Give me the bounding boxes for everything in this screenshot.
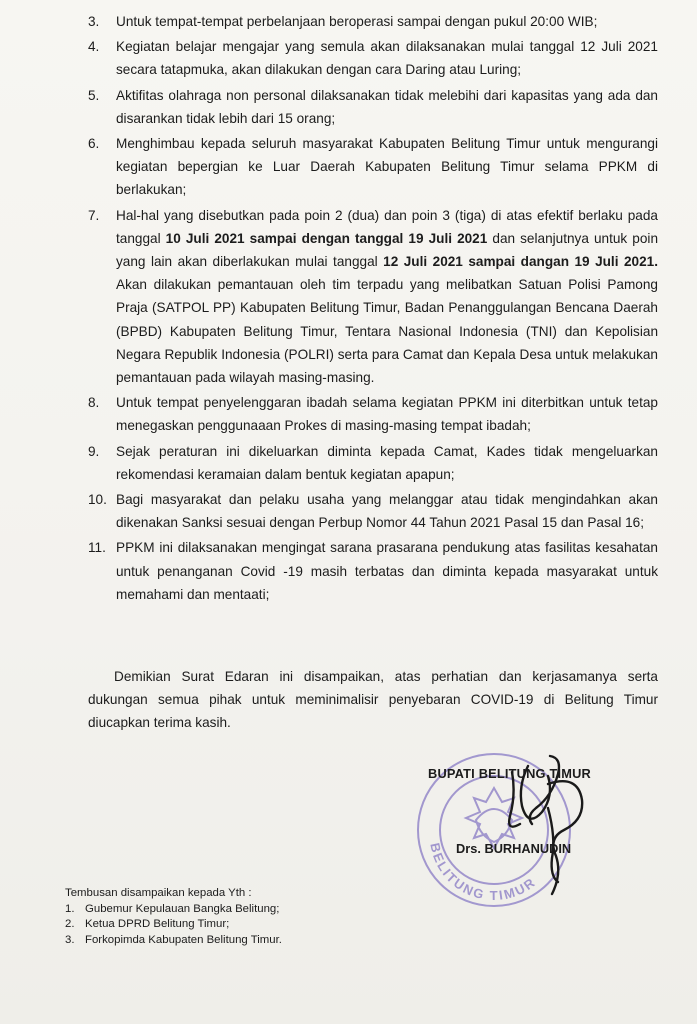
item-text: Aktifitas olahraga non personal dilaksanakan tidak melebihi dari kapasitas yang ada dan disarankan tidak lebih dari 15 orang; [116, 87, 658, 126]
item-text: Akan dilakukan pemantauan oleh tim terpadu yang melibatkan Satuan Polisi Pamong Praja (SATPOL PP) Kabupaten Belitung Timur, Badan Penanggulangan Bencana Daerah (BPBD) Kabupaten Belitung Timur, Tentara Nasional Indonesia (TNI) dan Kepolisian Negara Republik Indonesia (POLRI) serta para Camat dan Kepala Desa untuk melakukan pemantauan pada wilayah masing-masing. [116, 277, 658, 386]
list-item [88, 204, 658, 390]
item-text: Bagi masyarakat dan pelaku usaha yang melanggar atau tidak mengindahkan akan dikenakan Sanksi sesuai dengan Perbup Nomor 44 Tahun 2021 Pasal 15 dan Pasal 16; [116, 492, 658, 531]
closing-paragraph: Demikian Surat Edaran ini disampaikan, atas perhatian dan kerjasamanya serta dukungan semua pihak untuk meminimalisir penyebaran COVID-19 di Belitung Timur diucapkan terima kasih. [88, 669, 658, 731]
item-number: 10. [88, 492, 107, 508]
item-text: Hal-hal yang disebutkan pada poin 2 (dua) dan poin 3 (tiga) di atas efektif berlaku pada tanggal [116, 207, 658, 246]
item-text: Untuk tempat penyelenggaran ibadah selama kegiatan PPKM ini diterbitkan untuk tetap menegaskan penggunaaan Prokes di masing-masing tempat ibadah; [116, 395, 658, 434]
item-text-bold: 10 Juli 2021 sampai dengan tanggal 19 Juli 2021 [165, 230, 488, 246]
item-number: 8. [88, 395, 100, 411]
carbon-copy-list [65, 886, 465, 948]
list-item [88, 10, 658, 33]
list-item [65, 917, 465, 933]
item-number: 3. [88, 14, 100, 29]
list-item [88, 132, 658, 202]
item-text: Kegiatan belajar mengajar yang semula akan dilaksanakan mulai tanggal 12 Juli 2021 secara tatapmuka, akan dilakukan dengan cara Daring atau Luring; [116, 39, 658, 78]
cc-text: Forkopimda Kabupaten Belitung Timur. [85, 933, 282, 946]
list-item [65, 933, 465, 949]
item-number: 7. [88, 207, 100, 223]
list-item [88, 391, 658, 437]
handwritten-signature-icon [400, 748, 680, 908]
numbered-list [88, 10, 658, 608]
cc-number: 3. [65, 933, 75, 946]
item-number: 9. [88, 443, 100, 459]
cc-text: Gubemur Kepulauan Bangka Belitung; [85, 902, 280, 915]
list-item [88, 488, 658, 534]
list-item [88, 35, 658, 81]
cc-number: 1. [65, 902, 75, 915]
list-item [88, 536, 658, 606]
cc-number: 2. [65, 918, 75, 930]
cc-text: Ketua DPRD Belitung Timur; [85, 918, 230, 930]
signatory-name: Drs. BURHANUDIN [456, 841, 572, 856]
item-text: Menghimbau kepada seluruh masyarakat Kabupaten Belitung Timur untuk mengurangi kegiatan bepergian ke Luar Daerah Kabupaten Belitung Timur selama PPKM di berlakukan; [116, 136, 658, 198]
list-item [88, 84, 658, 130]
item-text-bold: 12 Juli 2021 sampai dangan 19 Juli 2021. [383, 254, 658, 270]
signature-block [400, 748, 680, 908]
stamp-text: BELITUNG TIMUR [427, 841, 539, 904]
item-text: Untuk tempat-tempat perbelanjaan beroperasi sampai dengan pukul 20:00 WIB; [116, 14, 598, 29]
signatory-title: BUPATI BELITUNG TIMUR [428, 766, 591, 781]
item-number: 6. [88, 136, 100, 152]
item-text: dan selanjutnya untuk poin yang lain akan diberlakukan mulai tanggal [116, 230, 659, 270]
item-text: PPKM ini dilaksanakan mengingat sarana prasarana pendukung atas fasilitas kesahatan untuk penanganan Covid -19 masih terbatas dan diminta kepada masyarakat untuk memahami dan mentaati; [116, 540, 658, 602]
list-item [88, 440, 658, 486]
item-number: 5. [88, 87, 100, 103]
item-text: Sejak peraturan ini dikeluarkan diminta kepada Camat, Kades tidak mengeluarkan rekomendasi keramaian dalam bentuk kegiatan apapun; [116, 443, 658, 482]
list-item [65, 902, 465, 918]
cc-heading: Tembusan disampaikan kepada Yth : [65, 887, 252, 899]
item-number: 4. [88, 39, 100, 55]
item-number: 11. [88, 540, 106, 556]
